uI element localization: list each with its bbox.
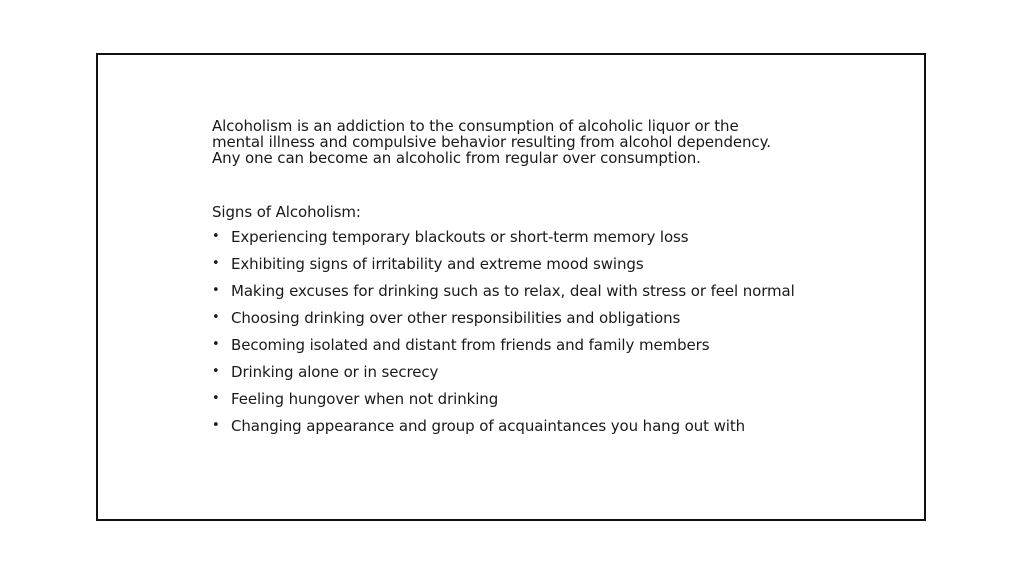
list-item bbox=[212, 282, 912, 309]
slide-frame bbox=[96, 53, 926, 521]
list-item-text: Feeling hungover when not drinking bbox=[231, 390, 499, 408]
bullet-icon: • bbox=[212, 337, 220, 352]
bullet-icon: • bbox=[212, 391, 220, 406]
intro-line: mental illness and compulsive behavior resulting from alcohol dependency. bbox=[212, 133, 771, 151]
list-item-text: Making excuses for drinking such as to relax, deal with stress or feel normal bbox=[231, 282, 795, 300]
bullet-icon: • bbox=[212, 418, 220, 433]
list-item bbox=[212, 228, 912, 255]
bullet-icon: • bbox=[212, 310, 220, 325]
slide-content bbox=[212, 118, 912, 444]
signs-heading: Signs of Alcoholism: bbox=[212, 203, 361, 221]
list-item-text: Exhibiting signs of irritability and extreme mood swings bbox=[231, 255, 644, 273]
list-item-text: Choosing drinking over other responsibilities and obligations bbox=[231, 309, 681, 327]
list-item bbox=[212, 417, 912, 444]
intro-line: Alcoholism is an addiction to the consumption of alcoholic liquor or the bbox=[212, 117, 739, 135]
bullet-icon: • bbox=[212, 283, 220, 298]
list-item bbox=[212, 309, 912, 336]
bullet-icon: • bbox=[212, 229, 220, 244]
signs-list bbox=[212, 228, 912, 444]
list-item-text: Drinking alone or in secrecy bbox=[231, 363, 439, 381]
list-item-text: Experiencing temporary blackouts or short-term memory loss bbox=[231, 228, 689, 246]
list-item-text: Changing appearance and group of acquaintances you hang out with bbox=[231, 417, 746, 435]
bullet-icon: • bbox=[212, 256, 220, 271]
list-item bbox=[212, 390, 912, 417]
intro-paragraph bbox=[212, 118, 912, 166]
bullet-icon: • bbox=[212, 364, 220, 379]
list-item bbox=[212, 255, 912, 282]
list-item bbox=[212, 363, 912, 390]
list-item-text: Becoming isolated and distant from friends and family members bbox=[231, 336, 710, 354]
list-item bbox=[212, 336, 912, 363]
intro-line: Any one can become an alcoholic from regular over consumption. bbox=[212, 149, 701, 167]
